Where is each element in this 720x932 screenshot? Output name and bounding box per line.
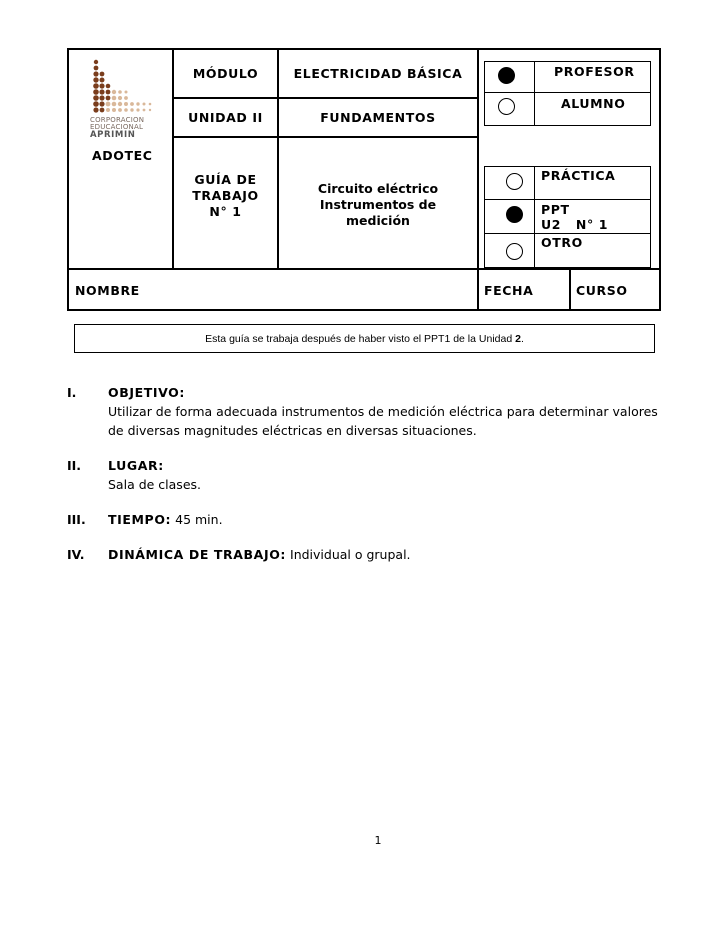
nombre-label: NOMBRE (75, 283, 140, 298)
guia-label-line1: GUÍA DE (194, 172, 257, 187)
section-body (108, 456, 201, 494)
logo-brand-line1: CORPORACION (90, 116, 145, 124)
otro-radio[interactable] (506, 243, 523, 260)
section-text-line1: Sala de clases. (108, 477, 201, 492)
note-text-bold: 2 (515, 332, 521, 345)
practica-label: PRÁCTICA (541, 168, 616, 183)
section-number: II. (67, 458, 82, 473)
ppt-label-line1: PPT (541, 202, 570, 217)
section-number: III. (67, 512, 86, 527)
section-objetivo (67, 383, 687, 443)
section-title: TIEMPO: (108, 512, 172, 527)
otro-label: OTRO (541, 235, 583, 250)
section-number: IV. (67, 547, 85, 562)
guia-label (174, 172, 277, 220)
section-number: I. (67, 385, 77, 400)
ppt-label (541, 202, 608, 232)
aprimin-logo-icon (86, 58, 156, 116)
guia-title (279, 181, 477, 229)
note-text-before: Esta guía se trabaja después de haber visto el PPT1 de la Unidad (205, 332, 516, 345)
divider (67, 268, 661, 270)
section-title: LUGAR: (108, 458, 164, 473)
divider (172, 136, 478, 138)
practica-radio[interactable] (506, 173, 523, 190)
section-dinamica (67, 545, 687, 565)
modulo-label: MÓDULO (192, 66, 259, 81)
divider (484, 233, 651, 234)
logo-name: ADOTEC (92, 148, 153, 163)
divider (534, 61, 535, 126)
section-lugar (67, 456, 687, 496)
section-title: DINÁMICA DE TRABAJO: (108, 547, 287, 562)
logo-brand-line3: APRIMIN (90, 130, 136, 140)
divider (484, 199, 651, 200)
guia-title-line3: medición (346, 213, 410, 228)
section-title: OBJETIVO: (108, 385, 186, 400)
modulo-value: ELECTRICIDAD BÁSICA (293, 66, 463, 81)
divider (484, 92, 651, 93)
page-number: 1 (374, 834, 382, 847)
curso-label: CURSO (576, 283, 628, 298)
ppt-label-line2: U2 N° 1 (541, 217, 609, 232)
note-text-after: . (520, 332, 524, 345)
alumno-label: ALUMNO (561, 96, 626, 111)
logo (86, 58, 156, 140)
note-box (74, 324, 655, 353)
guia-label-line2: TRABAJO (192, 188, 259, 203)
profesor-label: PROFESOR (554, 64, 635, 79)
section-text: 45 min. (171, 512, 223, 527)
profesor-radio[interactable] (498, 67, 515, 84)
guia-label-line3: N° 1 (209, 204, 242, 219)
divider (569, 269, 571, 311)
unidad-label: UNIDAD II (188, 110, 263, 125)
ppt-radio[interactable] (506, 206, 523, 223)
section-text-line2: de diversas magnitudes eléctricas en diversas situaciones. (108, 423, 477, 438)
section-text-line1: Utilizar de forma adecuada instrumentos de medición eléctrica para determinar valores (108, 404, 658, 419)
note-text (205, 333, 524, 345)
guia-title-line1: Circuito eléctrico (317, 181, 439, 196)
section-body (108, 545, 411, 564)
logo-brand-line2: EDUCACIONAL (90, 123, 144, 131)
unidad-value: FUNDAMENTOS (320, 110, 436, 125)
alumno-radio[interactable] (498, 98, 515, 115)
section-body (108, 383, 688, 440)
section-text: Individual o grupal. (286, 547, 411, 562)
divider (477, 48, 479, 311)
divider (534, 166, 535, 268)
guia-title-line2: Instrumentos de (319, 197, 437, 212)
section-tiempo (67, 510, 687, 530)
section-body (108, 510, 223, 529)
fecha-label: FECHA (484, 283, 534, 298)
